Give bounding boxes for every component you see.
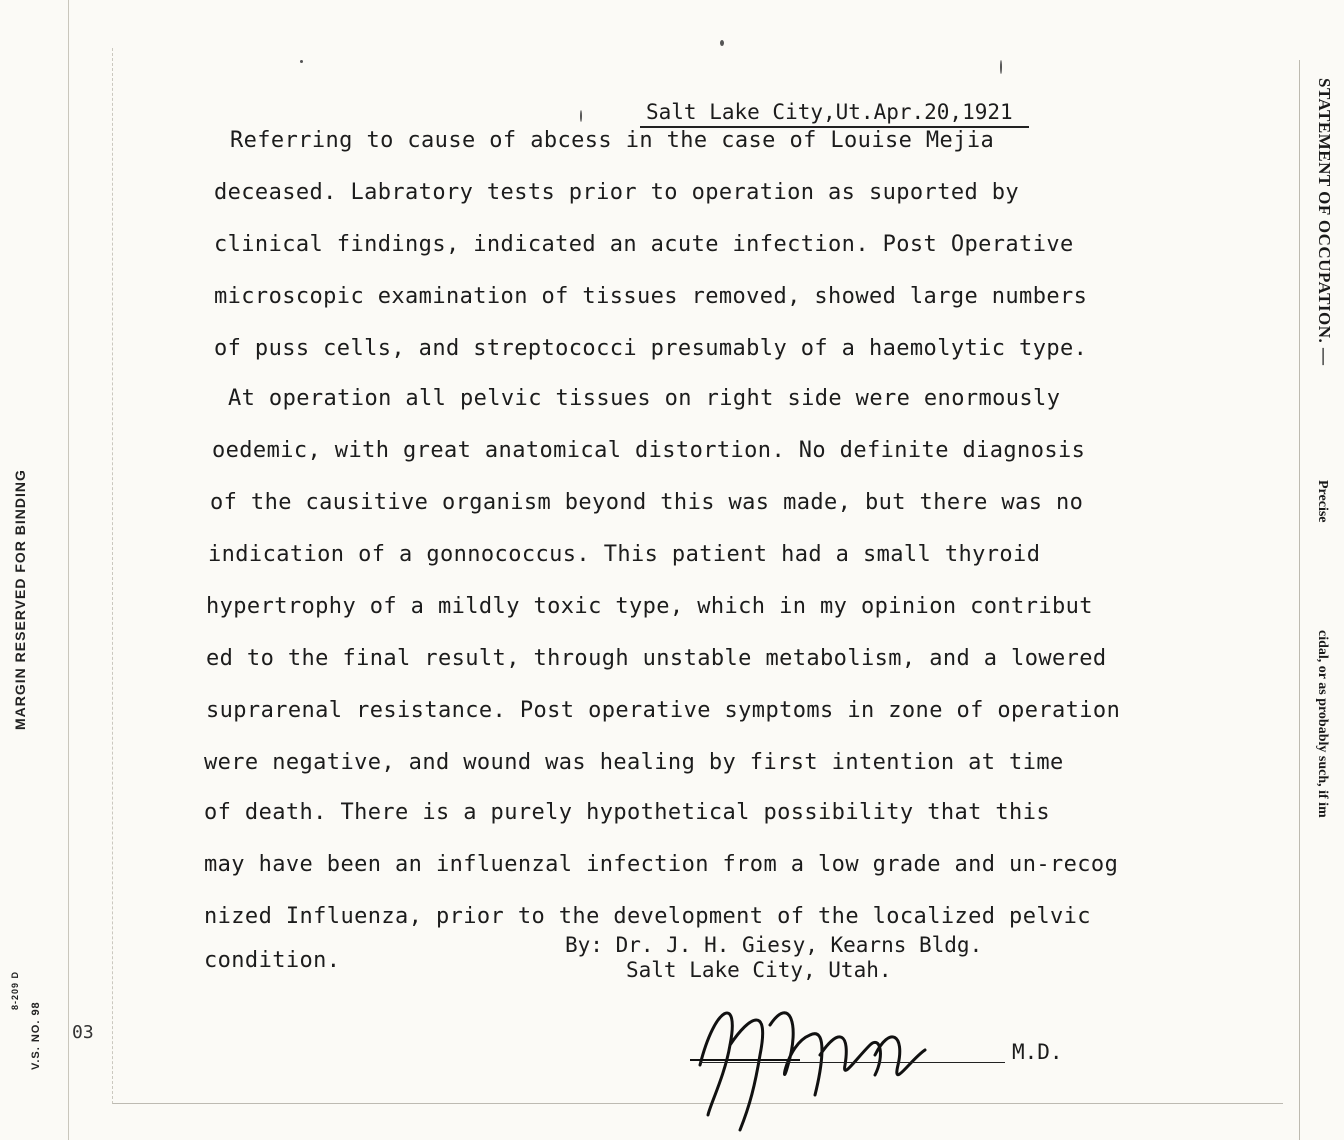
letter-line: were negative, and wound was healing by first intention at time bbox=[204, 750, 1064, 775]
letter-line: may have been an influenzal infection from a low grade and un-recog bbox=[204, 852, 1119, 877]
occupation-precise: Precise bbox=[1315, 480, 1330, 523]
letter-line: of puss cells, and streptococci presumably of a haemolytic type. bbox=[214, 336, 1088, 361]
signature-line bbox=[700, 1062, 1005, 1063]
letter-line: oedemic, with great anatomical distortion. No definite diagnosis bbox=[212, 438, 1086, 463]
letter-line: At operation all pelvic tissues on right side were enormously bbox=[228, 386, 1061, 411]
letter-line: clinical findings, indicated an acute infection. Post Operative bbox=[214, 232, 1074, 257]
letter-line: deceased. Labratory tests prior to operation as suported by bbox=[214, 180, 1020, 205]
handwritten-signature bbox=[670, 965, 940, 1135]
scan-speck bbox=[300, 60, 303, 63]
letter-line: nized Influenza, prior to the development of the localized pelvic bbox=[204, 904, 1091, 929]
signer-name: By: Dr. J. H. Giesy, Kearns Bldg. bbox=[565, 933, 983, 957]
letter-line: microscopic examination of tissues removed, showed large numbers bbox=[214, 284, 1088, 309]
letter-line: Referring to cause of abcess in the case of Louise Mejia bbox=[230, 128, 995, 153]
letter-line: hypertrophy of a mildly toxic type, which in my opinion contribut bbox=[206, 594, 1093, 619]
letter-line: condition. bbox=[204, 948, 341, 973]
letter-line: of the causitive organism beyond this was made, but there was no bbox=[210, 490, 1084, 515]
signer-address: Salt Lake City, Utah. bbox=[626, 958, 892, 982]
vs-number: V.S. NO. 98 bbox=[30, 1001, 42, 1070]
letter-line: suprarenal resistance. Post operative symptoms in zone of operation bbox=[206, 698, 1121, 723]
occupation-heading: STATEMENT OF OCCUPATION. — bbox=[1315, 78, 1334, 366]
form-number: 8-209 D bbox=[10, 970, 20, 1010]
letter-dateline: Salt Lake City,Ut.Apr.20,1921 bbox=[640, 100, 1029, 128]
scan-speck bbox=[720, 40, 724, 46]
scan-speck bbox=[1000, 60, 1002, 74]
letter-line: of death. There is a purely hypothetical possibility that this bbox=[204, 800, 1050, 825]
scan-speck bbox=[580, 110, 582, 122]
margin-code: 03 bbox=[72, 1022, 94, 1043]
occupation-continuation: cidal, or as probably such, if im bbox=[1315, 630, 1330, 818]
degree-suffix: M.D. bbox=[1012, 1040, 1063, 1064]
binding-note: MARGIN RESERVED FOR BINDING bbox=[12, 469, 28, 730]
letter-line: ed to the final result, through unstable metabolism, and a lowered bbox=[206, 646, 1107, 671]
binding-margin bbox=[0, 0, 69, 1140]
letter-line: indication of a gonnococcus. This patient had a small thyroid bbox=[208, 542, 1041, 567]
